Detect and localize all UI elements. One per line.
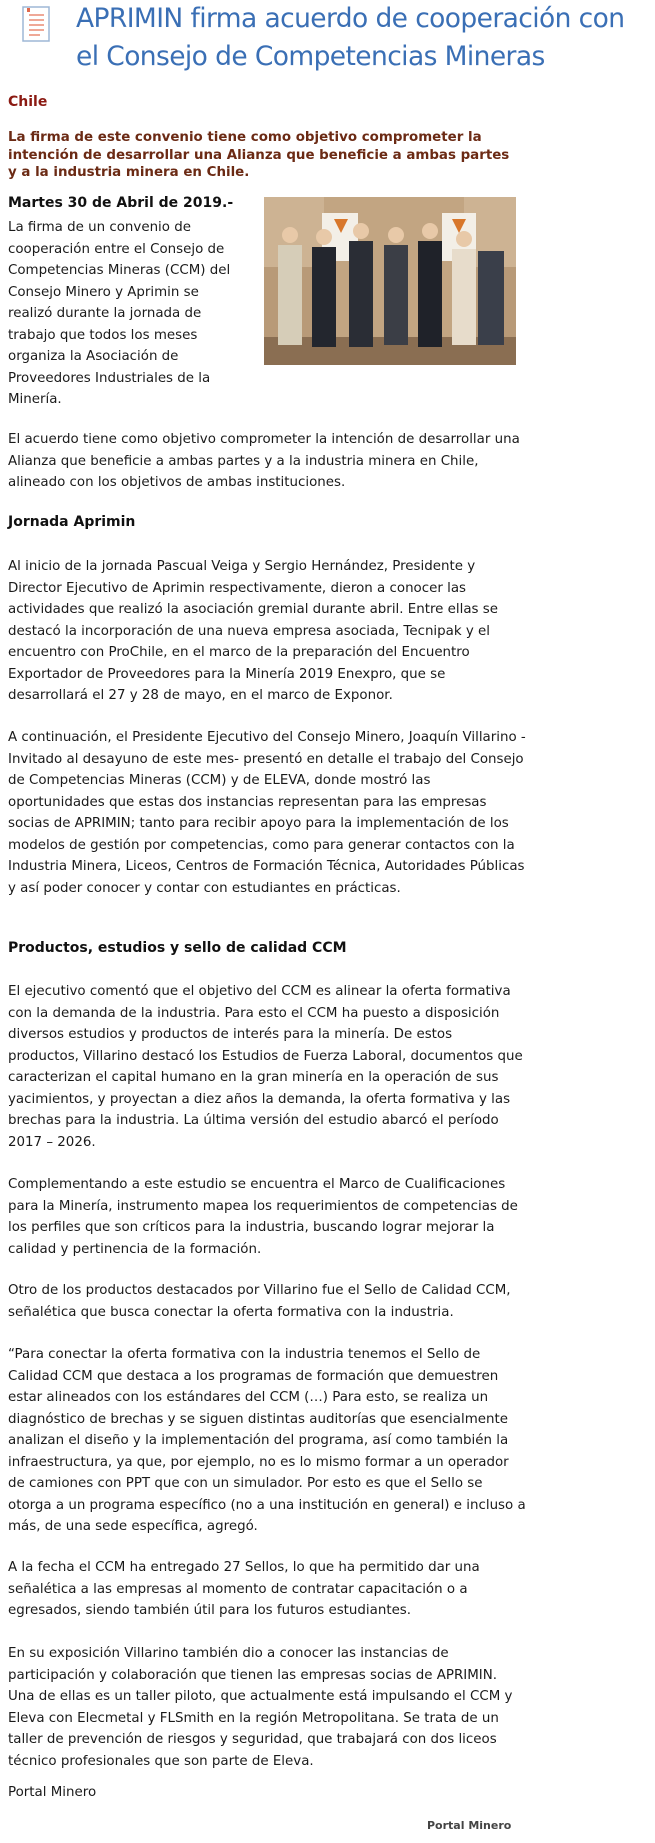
article-signature: Portal Minero <box>8 1785 97 1800</box>
article-header <box>0 0 655 80</box>
article-lead: La firma de este convenio tiene como objetivo comprometer la intención de desarrollar una Alianza que beneficie a ambas partes y a la industria minera en Chile. <box>8 130 510 180</box>
paragraph-intro: La firma de un convenio de cooperación entre el Consejo de Competencias Mineras (CCM) del Consejo Minero y Aprimin se realizó durante la jornada de trabajo que todos los meses organiza la Asociación de Proveedores Industriales de la Minería. <box>8 220 231 407</box>
paragraph-objective: El acuerdo tiene como objetivo comprometer la intención de desarrollar una Alianza que beneficie a ambas partes y a la industria minera en Chile, alineado con los objetivos de ambas instituciones. <box>8 432 520 490</box>
paragraph-jornada-2: A continuación, el Presidente Ejecutivo del Consejo Minero, Joaquín Villarino -Invitado al desayuno de este mes- presentó en detalle el trabajo del Consejo de Competencias Mineras (CCM) y de ELEVA, donde mostró las oportunidades que estas dos instancias representan para las empresas socias de APRIMIN; tanto para recibir apoyo para la implementación de los modelos de gestión por competencias, como para generar contactos con la Industria Minera, Liceos, Centros de Formación Técnica, Autoridades Públicas y así poder conocer y contar con estudiantes en prácticas. <box>8 730 526 896</box>
article-title: APRIMIN firma acuerdo de cooperación con el Consejo de Competencias Mineras <box>76 3 625 72</box>
paragraph-productos-3: Otro de los productos destacados por Villarino fue el Sello de Calidad CCM, señalética que busca conectar la oferta formativa con la industria. <box>8 1283 511 1320</box>
source-footer: Portal Minero <box>427 1819 512 1832</box>
article-photo <box>264 197 516 365</box>
section-heading-jornada: Jornada Aprimin <box>8 514 136 530</box>
document-icon <box>22 6 52 44</box>
paragraph-taller: En su exposición Villarino también dio a conocer las instancias de participación y colaboración que tienen las empresas socias de APRIMIN. Una de ellas es un taller piloto, que actualmente está impulsando el CCM y Eleva con Elecmetal y FLSmith en la región Metropolitana. Se trata de un taller de prevención de riesgos y seguridad, que trabajará con dos liceos técnico profesionales que son parte de Eleva. <box>8 1646 513 1769</box>
article-date: Martes 30 de Abril de 2019.- <box>8 195 234 211</box>
paragraph-productos-1: El ejecutivo comentó que el objetivo del CCM es alinear la oferta formativa con la demanda de la industria. Para esto el CCM ha puesto a disposición diversos estudios y productos de interés para la minería. De estos productos, Villarino destacó los Estudios de Fuerza Laboral, documentos que caracterizan el capital humano en la gran minería en la operación de sus yacimientos, y proyectan a diez años la demanda, la oferta formativa y las brechas para la industria. La última versión del estudio abarcó el período 2017 – 2026. <box>8 984 523 1150</box>
group-photo-image <box>264 197 516 365</box>
country-label: Chile <box>8 94 48 110</box>
paragraph-sellos: A la fecha el CCM ha entregado 27 Sellos, lo que ha permitido dar una señalética a las empresas al momento de contratar capacitación o a egresados, siendo también útil para los futuros estudiantes. <box>8 1560 480 1618</box>
paragraph-productos-2: Complementando a este estudio se encuentra el Marco de Cualificaciones para la Minería, instrumento mapea los requerimientos de competencias de los perfiles que son críticos para la industria, buscando lograr mejorar la calidad y pertinencia de la formación. <box>8 1177 518 1257</box>
section-heading-productos: Productos, estudios y sello de calidad CCM <box>8 940 347 956</box>
paragraph-jornada-1: Al inicio de la jornada Pascual Veiga y Sergio Hernández, Presidente y Director Ejecutivo de Aprimin respectivamente, dieron a conocer las actividades que realizó la asociación gremial durante abril. Entre ellas se destacó la incorporación de una nueva empresa asociada, Tecnipak y el encuentro con ProChile, en el marco de la preparación del Encuentro Exportador de Proveedores para la Minería 2019 Enexpro, que se desarrollará el 27 y 28 de mayo, en el marco de Exponor. <box>8 559 499 703</box>
paragraph-quote: “Para conectar la oferta formativa con la industria tenemos el Sello de Calidad CCM que destaca a los programas de formación que demuestren estar alineados con los estándares del CCM (…) Para esto, se realiza un diagnóstico de brechas y se siguen distintas auditorías que esencialmente analizan el diseño y la implementación del programa, así como también la infraestructura, ya que, por ejemplo, no es lo mismo formar a un operador de camiones con PPT que con un simulador. Por esto es que el Sello se otorga a un programa específico (no a una institución en general) e incluso a más, de una sede específica, agregó. <box>8 1347 526 1534</box>
